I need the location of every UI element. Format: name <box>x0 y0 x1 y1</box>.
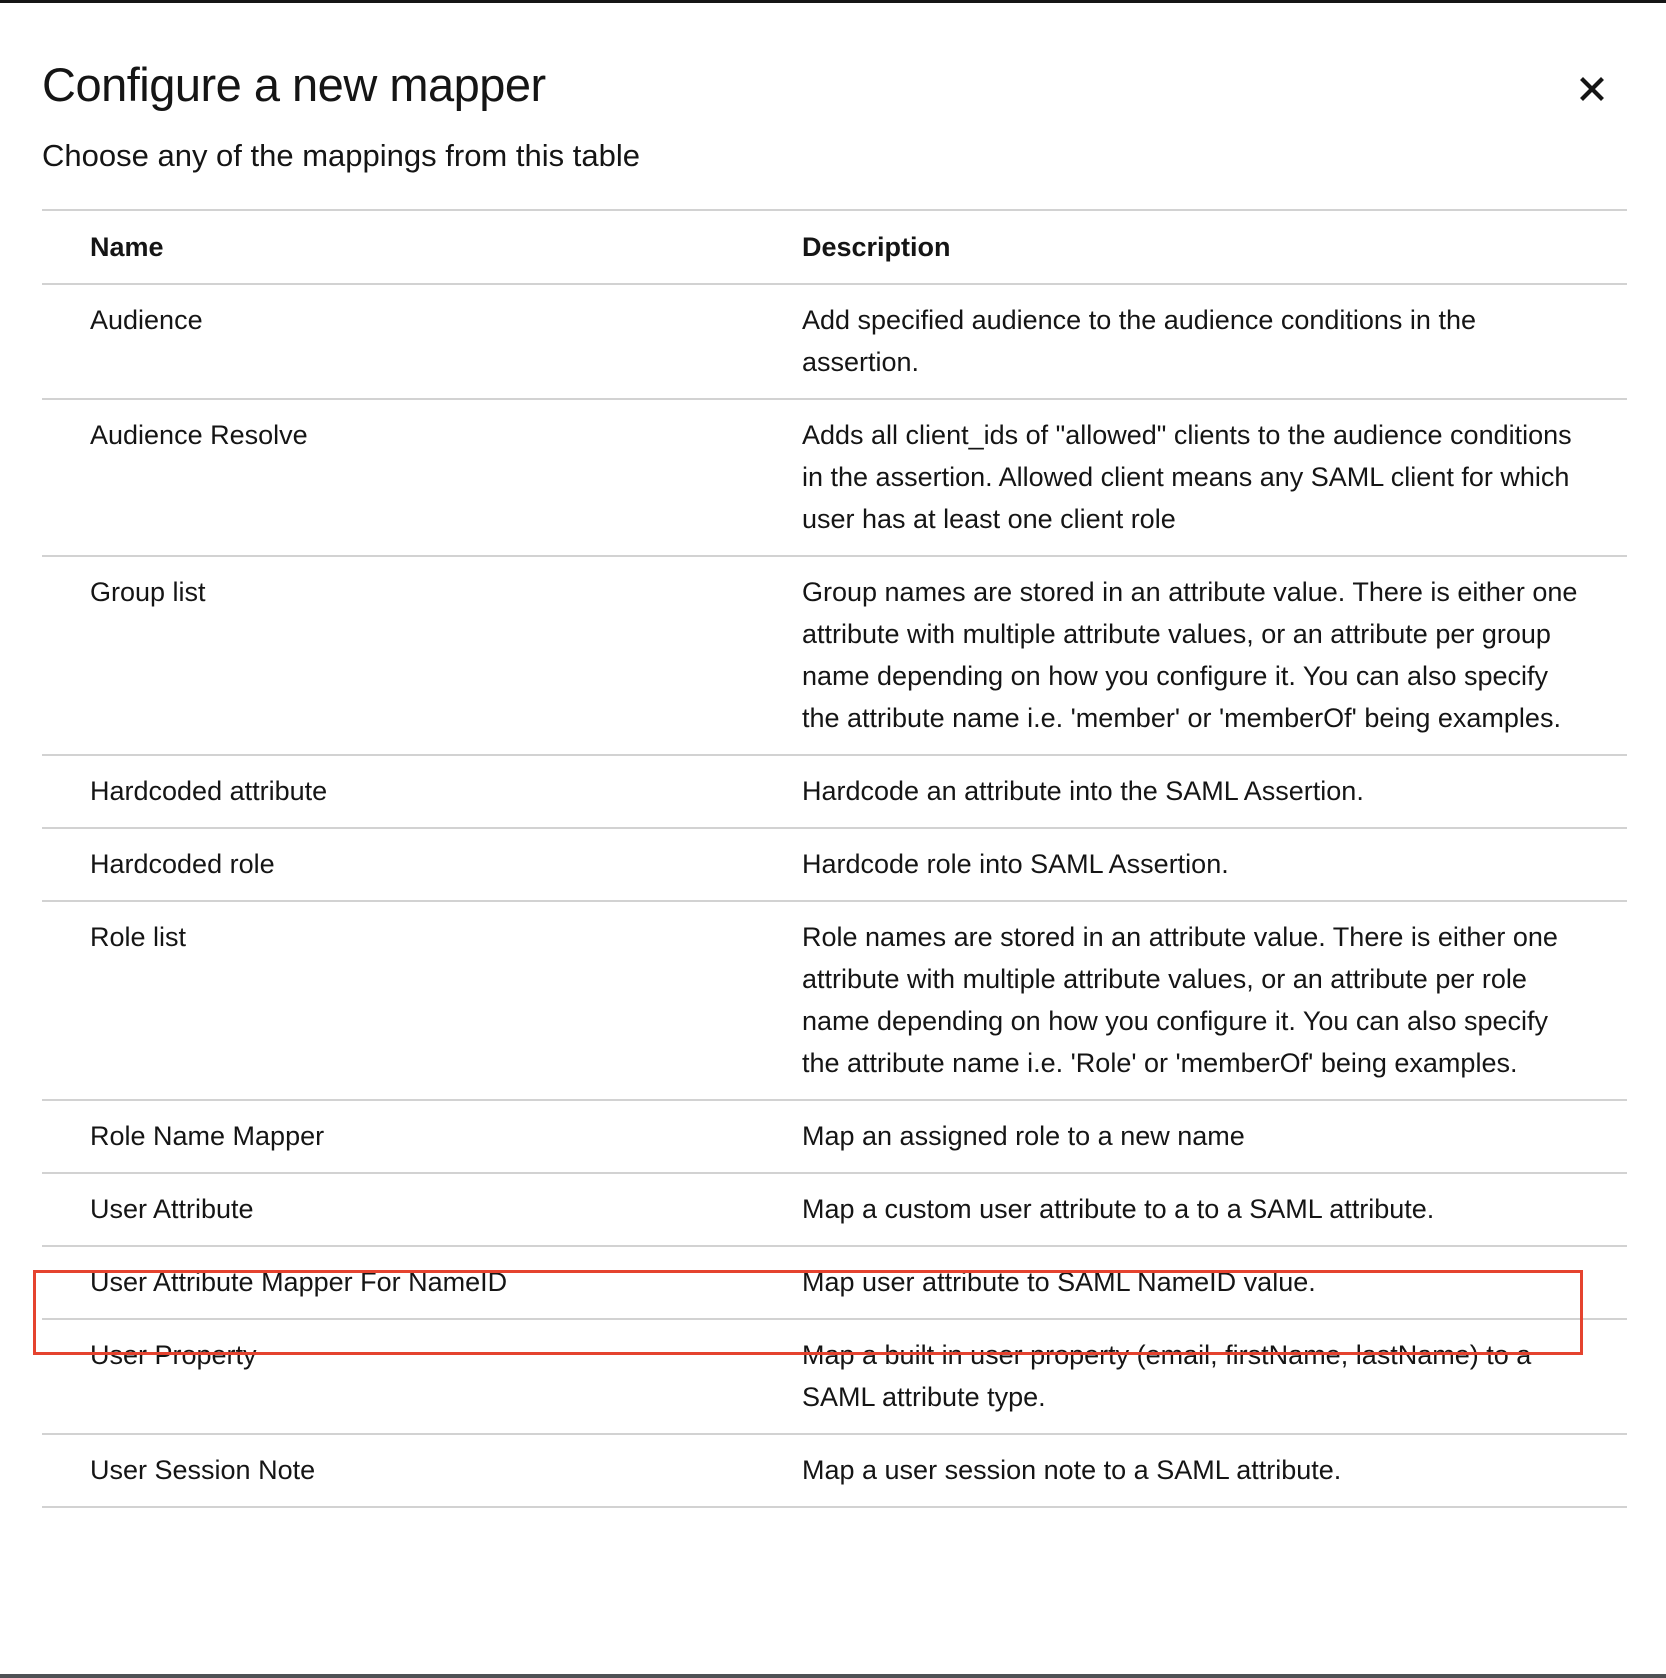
window-bottom-border <box>0 1674 1666 1678</box>
table-row-user-attribute[interactable] <box>42 1173 1627 1246</box>
column-header-name: Name <box>90 231 164 262</box>
mapper-name[interactable]: Group list <box>90 577 206 607</box>
close-button[interactable] <box>1568 65 1616 113</box>
table-row-role-name-mapper[interactable] <box>42 1100 1627 1173</box>
mapper-name[interactable]: User Session Note <box>90 1455 316 1485</box>
table-row-user-property[interactable] <box>42 1319 1627 1434</box>
mapper-description: Map an assigned role to a new name <box>802 1121 1245 1151</box>
mapper-description: Hardcode role into SAML Assertion. <box>802 849 1229 879</box>
mapper-name[interactable]: User Attribute Mapper For NameID <box>90 1267 508 1297</box>
mapper-name[interactable]: Hardcoded role <box>90 849 275 879</box>
mapper-description: Map a user session note to a SAML attribute. <box>802 1455 1342 1485</box>
mapper-name[interactable]: Role Name Mapper <box>90 1121 325 1151</box>
configure-mapper-modal <box>0 3 1666 1674</box>
table-row-audience[interactable] <box>42 284 1627 399</box>
mapper-description: Role names are stored in an attribute value. There is either one attribute with multiple attribute values, or an attribute per role name depending on how you configure it. You can also specify the attribute name i.e. 'Role' or 'memberOf' being examples. <box>802 922 1558 1078</box>
mapper-description: Hardcode an attribute into the SAML Assertion. <box>802 776 1364 806</box>
mapper-name[interactable]: User Property <box>90 1340 257 1370</box>
mapper-name[interactable]: User Attribute <box>90 1194 254 1224</box>
table-row-audience-resolve[interactable] <box>42 399 1627 556</box>
mapper-description: Adds all client_ids of "allowed" clients to the audience conditions in the assertion. Allowed client means any SAML client for which user has at least one client role <box>802 420 1572 534</box>
mapper-description: Group names are stored in an attribute value. There is either one attribute with multiple attribute values, or an attribute per group name depending on how you configure it. You can also specify the attribute name i.e. 'member' or 'memberOf' being examples. <box>802 577 1578 733</box>
mapper-name[interactable]: Hardcoded attribute <box>90 776 328 806</box>
mapper-description: Map user attribute to SAML NameID value. <box>802 1267 1316 1297</box>
table-row-user-session-note[interactable] <box>42 1434 1627 1507</box>
table-row-role-list[interactable] <box>42 901 1627 1100</box>
mapper-name[interactable]: Role list <box>90 922 187 952</box>
mapper-description: Add specified audience to the audience conditions in the assertion. <box>802 305 1476 377</box>
table-row-user-attribute-mapper-for-nameid[interactable] <box>42 1246 1627 1319</box>
mappers-table <box>42 209 1627 1508</box>
mapper-name[interactable]: Audience Resolve <box>90 420 308 450</box>
table-row-hardcoded-role[interactable] <box>42 828 1627 901</box>
table-row-group-list[interactable] <box>42 556 1627 755</box>
mapper-description: Map a custom user attribute to a to a SAML attribute. <box>802 1194 1435 1224</box>
mapper-name[interactable]: Audience <box>90 305 203 335</box>
table-row-hardcoded-attribute[interactable] <box>42 755 1627 828</box>
table-header-row <box>42 210 1627 284</box>
mapper-description: Map a built in user property (email, firstName, lastName) to a SAML attribute type. <box>802 1340 1532 1412</box>
modal-title: Configure a new mapper <box>42 58 546 111</box>
column-header-description: Description <box>802 231 951 262</box>
modal-subtitle: Choose any of the mappings from this table <box>42 138 640 173</box>
close-icon <box>1580 77 1604 101</box>
